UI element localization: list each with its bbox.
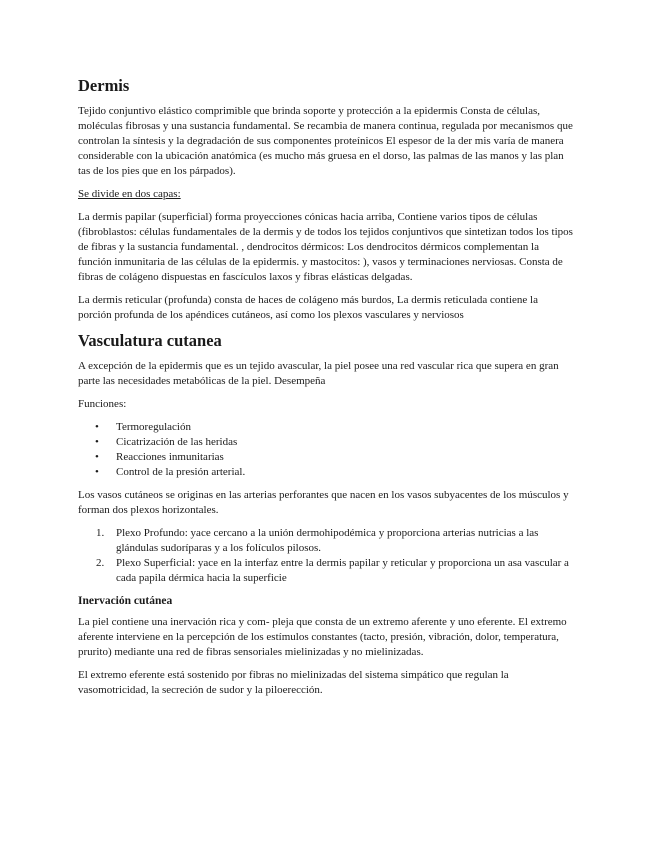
dermis-reticular-paragraph: La dermis reticular (profunda) consta de haces de colágeno más burdos, La dermis reticulada contiene la porción profunda de los apéndices cutáneos, así como los plexos vasculares y nerviosos	[78, 294, 538, 321]
layers-subheading: Se divide en dos capas:	[78, 188, 181, 200]
list-item	[78, 556, 574, 586]
document-page	[78, 76, 574, 706]
list-number: 1.	[96, 527, 105, 539]
bullet-icon: •	[95, 466, 99, 478]
inervacion-paragraph-2: El extremo eferente está sostenido por fibras no mielinizadas del sistema simpático que regulan la vasomotricidad, la secreción de sudor y la piloerección.	[78, 669, 509, 696]
list-item-text: Termoregulación	[116, 421, 191, 433]
list-item-text: Plexo Superficial: yace en la interfaz entre la dermis papilar y reticular y proporciona un asa vascular a cada papila dérmica hacia la superficie	[116, 557, 569, 584]
list-number: 2.	[96, 557, 105, 569]
bullet-icon: •	[95, 436, 99, 448]
list-item-text: Cicatrización de las heridas	[116, 436, 238, 448]
vasculatura-heading: Vasculatura cutanea	[78, 331, 222, 350]
funciones-list	[78, 420, 574, 480]
dermis-heading: Dermis	[78, 76, 130, 95]
list-item-text: Control de la presión arterial.	[116, 466, 246, 478]
list-item	[78, 526, 574, 556]
list-item-text: Reacciones inmunitarias	[116, 451, 224, 463]
list-item-text: Plexo Profundo: yace cercano a la unión dermohipodémica y proporciona arterias nutricias a las glándulas sudoríparas y a los folículos pilosos.	[116, 527, 539, 554]
vasos-paragraph: Los vasos cutáneos se originas en las arterias perforantes que nacen en los vasos subyacentes de los músculos y forman dos plexos horizontales.	[78, 489, 569, 516]
dermis-papilar-paragraph: La dermis papilar (superficial) forma proyecciones cónicas hacia arriba, Contiene varios tipos de células (fibroblastos: células fundamentales de la dermis y de todos los tejidos conjuntivos que sintetizan todos los tipos de fibras y la sustancia fundamental. , dendrocitos dérmicos: Los dendrocitos dérmicos complementan la función inmunitaria de las células de la epidermis. y mastocitos: ), vasos y terminaciones nerviosas. Consta de fibras de colágeno dispuestas en fascículos laxos y fibras elásticas delgadas.	[78, 211, 573, 283]
list-item	[78, 420, 574, 435]
bullet-icon: •	[95, 421, 99, 433]
plexos-list	[78, 526, 574, 586]
inervacion-heading: Inervación cutánea	[78, 595, 173, 607]
list-item	[78, 450, 574, 465]
list-item	[78, 465, 574, 480]
bullet-icon: •	[95, 451, 99, 463]
dermis-intro-paragraph: Tejido conjuntivo elástico comprimible que brinda soporte y protección a la epidermis Consta de células, moléculas fibrosas y una sustancia fundamental. Se recambia de manera continua, regulada por mecanismos que controlan la síntesis y la degradación de sus componentes proteínicos El espesor de la der mis varía de manera considerable con la ubicación anatómica (es mucho más gruesa en el dorso, las palmas de las manos y las plan tas de los pies que en los párpados).	[78, 105, 573, 177]
vasculatura-intro-paragraph: A excepción de la epidermis que es un tejido avascular, la piel posee una red vascular rica que supera en gran parte las necesidades metabólicas de la piel. Desempeña	[78, 360, 559, 387]
list-item	[78, 435, 574, 450]
funciones-label: Funciones:	[78, 398, 127, 410]
inervacion-paragraph-1: La piel contiene una inervación rica y com- pleja que consta de un extremo aferente y uno eferente. El extremo aferente interviene en la percepción de los estímulos constantes (tacto, presión, vibración, dolor, temperatura, prurito) mediante una red de fibras sensoriales mielinizadas y no mielinizadas.	[78, 616, 567, 658]
